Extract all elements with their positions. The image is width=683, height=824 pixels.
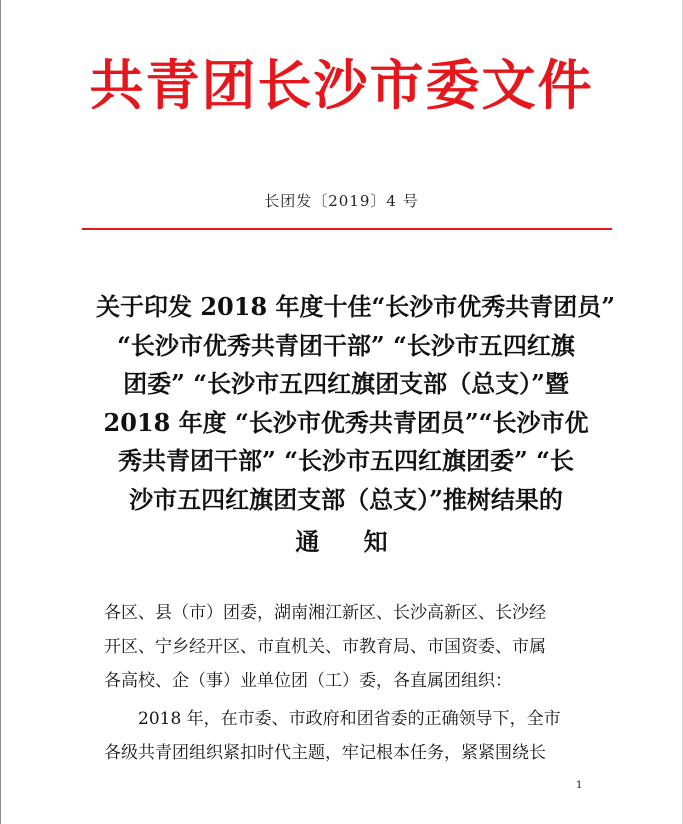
title-line-2: “长沙市优秀共青团干部” “长沙市五四红旗 [117, 330, 575, 360]
page-number: 1 [576, 780, 583, 791]
addressee-line-2: 开区、宁乡经开区、市直机关、市教育局、市国资委、市属 [104, 637, 546, 657]
title-line-3: 团委” “长沙市五四红旗团支部（总支）”暨 [123, 369, 569, 398]
document-title [96, 288, 616, 519]
title-line-6: 沙市五四红旗团支部（总支）”推树结果的 [129, 484, 563, 514]
addressee-block [104, 596, 604, 698]
addressee-line-3: 各高校、企（事）业单位团（工）委，各直属团组织： [104, 671, 512, 691]
red-header-title: 共青团长沙市委文件 [89, 53, 594, 117]
addressee-line-1: 各区、县（市）团委，湖南湘江新区、长沙高新区、长沙经 [104, 603, 546, 623]
page-edge-left [0, 0, 1, 824]
title-line-4: 2018 年度 “长沙市优秀共青团员”“长沙市优 [103, 407, 589, 437]
body-paragraph [104, 702, 604, 770]
notice-heading: 通 知 [295, 527, 406, 556]
red-divider-line [82, 228, 612, 230]
title-line-1: 关于印发 2018 年度十佳“长沙市优秀共青团员” [96, 292, 616, 321]
paragraph-line-2: 各级共青团组织紧扣时代主题，牢记根本任务，紧紧围绕长 [104, 743, 546, 763]
document-number: 长团发〔2019〕4 号 [264, 192, 419, 210]
title-line-5: 秀共青团干部” “长沙市五四红旗团委” “长 [118, 446, 574, 475]
paragraph-line-1: 2018 年，在市委、市政府和团省委的正确领导下，全市 [104, 709, 561, 729]
